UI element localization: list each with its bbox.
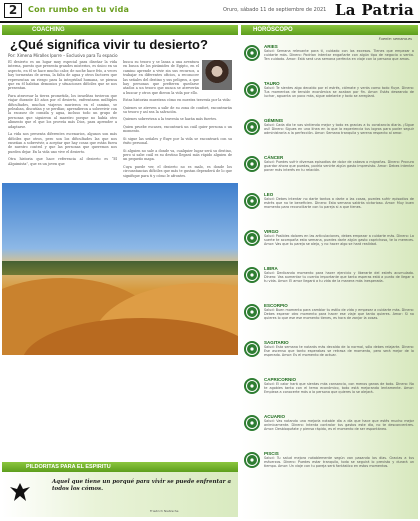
newspaper-logo: La Patria: [334, 1, 414, 19]
horoscope-sign-cancer: [241, 152, 418, 189]
article-paragraph: busca su tesoro y se lanza a una aventura en busca de los pirámides de Egipto, en el camino aprende a vivir sin sus recursos, a trabajar en diferentes oficios, a reconocer las señales del destino y sus peligros, a que hay personas que prefieren quedarse atados a un tesoro que nunca se atreverán a buscar y otros que dieron la vida por ello.: [123, 60, 199, 95]
sign-name: CÁNCER: [264, 155, 284, 160]
header-rule: [0, 21, 420, 23]
horoscope-sign-sagitario: [241, 337, 418, 374]
sign-body: [264, 374, 418, 411]
pildoritas-quote: Aquel que tiene un porqué para vivir se puede enfrentar a todos los cómos.: [52, 479, 232, 492]
horoscope-list: [241, 41, 418, 485]
article-paragraph: Otra historia que hace referencia al desierto es “El Alquimista”, que es un joven que: [8, 157, 117, 166]
zodiac-icon: [243, 44, 261, 62]
sign-description: Salud: Esta semana te notarás más decaído de lo normal, sólo debes relajarte. Dinero: Ese ascenso que tanto esperabas se retrasa de momento, pero será mejor de lo esperado. Amor: Es el momento de actuar.: [264, 345, 414, 358]
sign-body: [264, 41, 418, 78]
zodiac-icon: [243, 303, 261, 321]
horoscope-sign-leo: [241, 189, 418, 226]
article-body: [8, 60, 232, 181]
horoscope-sign-libra: [241, 263, 418, 300]
horoscope-sign-escorpio: [241, 300, 418, 337]
article-column: [2, 25, 238, 515]
section-title: Con rumbo en tu vida: [28, 5, 130, 14]
horoscope-source: Fuente: semana.es: [378, 37, 412, 41]
zodiac-icon: [243, 266, 261, 284]
article-byline: Por: Ximena Miralles Iporre – Exclusivo para Tu espacio: [8, 53, 118, 58]
article-paragraph: Para atravesar la tierra prometida, los israelitas tuvieron que viajar durante 40 años por el desierto, enfrentaron múltiples dificultades, muchos viajeros murieron en el camino, se peleaban, discutían y se perdían; aprendieron a sobrevivir con la escasez de comida y agua, incluso todo un grupo de personas que siguieron al maestro porque no había otro alimento que el que los proveía más Dios, para aprender a adaptarse.: [8, 93, 117, 129]
sign-body: [264, 226, 418, 263]
sign-name: CAPRICORNIO: [264, 377, 297, 382]
article-paragraph: Quien pruebe escasez, encontrará un cuál quier persona o un momento.: [123, 124, 232, 134]
dateline: Oruro, sábado 11 de septiembre de 2021: [223, 7, 327, 13]
page-number: 2: [4, 3, 22, 18]
zodiac-icon: [243, 451, 261, 469]
zodiac-icon: [243, 340, 261, 358]
author-photo: [202, 60, 232, 90]
sign-body: [264, 411, 418, 448]
article-paragraph: Si sigue las señales y fluye por la vida se encontrará con su éxito personal.: [123, 136, 232, 146]
sign-description: Salud: Vas notando una mejoría notable día a día que hace que estés mucho mejor anímicamente. Dinero: Intenta controlar tus gastos este día, no te desconcentres. Amor: Desbloquéate y piensa rápido, es el momento de ser espontáneo.: [264, 419, 414, 432]
sign-description: Salud: Puedes sufrir diversos episodios de dolor de cabeza o migrañas. Dinero: Procura guardar ahora que puedas, podría venirte algún gasto imprevisto. Amor: Debes intentar poner más interés en tu relación.: [264, 160, 414, 173]
sign-body: [264, 300, 418, 337]
horoscope-sign-aries: [241, 41, 418, 78]
zodiac-icon: [243, 414, 261, 432]
horoscope-section-bar: HORÓSCOPO: [241, 25, 418, 35]
zodiac-icon: [243, 155, 261, 173]
horoscope-sign-acuario: [241, 411, 418, 448]
sign-body: [264, 115, 418, 152]
article-title: ¿Qué significa vivir tu desierto?: [10, 37, 208, 52]
sign-description: Salud: El calor hará que sientas más cansancio, con menos ganas de todo. Dinero: No te agobies tanto con el tema económico, todo está mejorando lentamente. Amor: Empieza a conocerte más a la persona que quieres lo se alejará.: [264, 382, 414, 395]
sign-body: [264, 189, 418, 226]
sign-description: Salud: Posibles dolores en las articulaciones, debes empezar a cuidarte más. Dinero: La suerte te acompaña esta semana, puedes darle algún gasto caprichoso, te lo mereces. Amor: Vas que tu pareja se aleja, y no hacer algo se hará realidad.: [264, 234, 414, 247]
sign-name: SAGITARIO: [264, 340, 289, 345]
horoscope-column: [241, 25, 418, 519]
zodiac-icon: [243, 81, 261, 99]
horoscope-sign-capricornio: [241, 374, 418, 411]
article-paragraph: Si alguien no sale a donde va, cualquier lugar será su destino, pero si sabe cuál es su destino llegará más rápido alguien de un pequeño mapa.: [123, 148, 232, 162]
coaching-section-bar: COACHING: [2, 25, 238, 35]
sign-body: [264, 337, 418, 374]
sign-name: TAURO: [264, 81, 280, 86]
sign-name: LEO: [264, 192, 274, 197]
sign-name: ARIES: [264, 44, 278, 49]
article-paragraph: El desierto es un lugar muy especial para diseñar la vida interna, puesto que presenta grandes misterios, es único en su aspecto, en él se hace mucho calor, de noche hace frío, a veces hay tormentas de arena, la falta de agua y otros factores que representan un riesgo para la integridad humana, se piensa que en él habitan demonios y situaciones difíciles que se nos presentan.: [8, 60, 117, 91]
pildoritas-box: [2, 472, 238, 517]
sign-description: Salud: Tu salud mejora notablemente según van pasando los días. Gracias a tus esfuerzos. Dinero: Puedes estar tranquilo, todo se seguirá lo previsto y durará un tiempo. Amor: Un viaje con tu pareja será fantástico en estos momentos.: [264, 456, 414, 469]
zodiac-icon: [243, 192, 261, 210]
sign-description: Salud: Debes intentar no darte tantos a darte a las cosas, puedes sufrir episodios de estrés que no te beneficien. Dinero: Esta semana saldrás victorioso. Amor: Muy buen momento para reconciliarte con tu pareja si a que tienes.: [264, 197, 414, 210]
article-column-1: [8, 60, 117, 181]
pildoritas-section-bar: PILDORITAS PARA EL ESPIRITU: [2, 462, 238, 472]
article-paragraph: Cuya puede ver, el desierto no es malo, es donde los circunstancias difíciles que más te gustan dependerá de lo que signifique para ti y cómo le afrontes.: [123, 164, 232, 178]
sign-description: Salud: Cada día te vas sintiendo mejor y todo es gracias a tu constancia diaria. ¡Sigue así! Dinero: Sigues en una línea en la que la experiencia tus logros para poder seguir administrarla a la perfección. Amor: Semana tranquila y serena respecto al amor.: [264, 123, 414, 136]
sign-body: [264, 448, 418, 485]
sign-name: LIBRA: [264, 266, 278, 271]
oasis-trees: [2, 261, 238, 275]
sign-name: ACUARIO: [264, 414, 285, 419]
horoscope-sign-virgo: [241, 226, 418, 263]
horoscope-sign-geminis: [241, 115, 418, 152]
zodiac-icon: [243, 229, 261, 247]
sign-body: [264, 152, 418, 189]
article-paragraph: Estas historias muestran cómo en nuestra travesía por la vida:: [123, 98, 231, 103]
sign-body: [264, 263, 418, 300]
zodiac-icon: [243, 118, 261, 136]
sign-description: Salud: Te sientes algo decaído por el estrés, cálmate y verás como todo fluye. Dinero: Tus momentos de tensión económica se acaban por fin. Amor: Estás deseando de luchar, aguanta un poco más, sigue adelante y todo se arreglará.: [264, 86, 414, 99]
zodiac-icon: [243, 377, 261, 395]
pildoritas-author: Friedrich Nietzsche: [150, 509, 179, 513]
article-paragraph: La vida nos presenta diferentes escenarios, algunos son más difíciles que otros, pero son los dificultades las que nos enseñan a sobrevivir, a aceptar que hay cosas que están fuera de nuestro control y que las personas que queremos nos pueden dejar. En la vida uno vive el desierto.: [8, 132, 117, 154]
page-header: [0, 0, 420, 22]
horoscope-sign-piscis: [241, 448, 418, 485]
sign-description: Salud: Semana relevante para ti, cuidado con los excesos. Tienes que empezar a cuidarte más. Dinero: Podrían intentar engañarte con algún tipo de negocio o venta. Ten cuidado. Amor: Está será una semana perfecta en viaje con la persona que amas.: [264, 49, 414, 62]
horoscope-sign-tauro: [241, 78, 418, 115]
sign-description: Salud: Dedicando momento para hacer ejercicio y liberarte del estrés acumulado. Dinero: Vas aumentar tu cuenta importante que tanto esperas está a punto de llegar a tu vida. Amor: El amor llegará a tu vida de la manera más inesperada.: [264, 271, 414, 284]
sign-name: VIRGO: [264, 229, 279, 234]
sign-name: ESCORPIO: [264, 303, 288, 308]
sign-name: PISCIS: [264, 451, 279, 456]
sign-body: [264, 78, 418, 115]
desert-photo: [2, 183, 238, 355]
article-column-2: [123, 60, 232, 181]
article-paragraph: Quienes sobrevivan a la travesía se harán más fuertes.: [123, 117, 218, 122]
sign-name: GÉMINIS: [264, 118, 284, 123]
sign-description: Salud: Buen momento para cambiar tu estilo de vida y empezar a cuidarte más. Dinero: Debes esperar otro momento para hacer ese viaje que tanto quieres. Amor: Si no quieres lo que ese ese momento tienes, es hora de zanjar la cosas.: [264, 308, 414, 321]
article-paragraph: Quienes se atreven a salir de su zona de confort, encontrarán su tesoro y así sea la salvación.: [123, 105, 232, 115]
eagle-icon: [10, 480, 30, 502]
